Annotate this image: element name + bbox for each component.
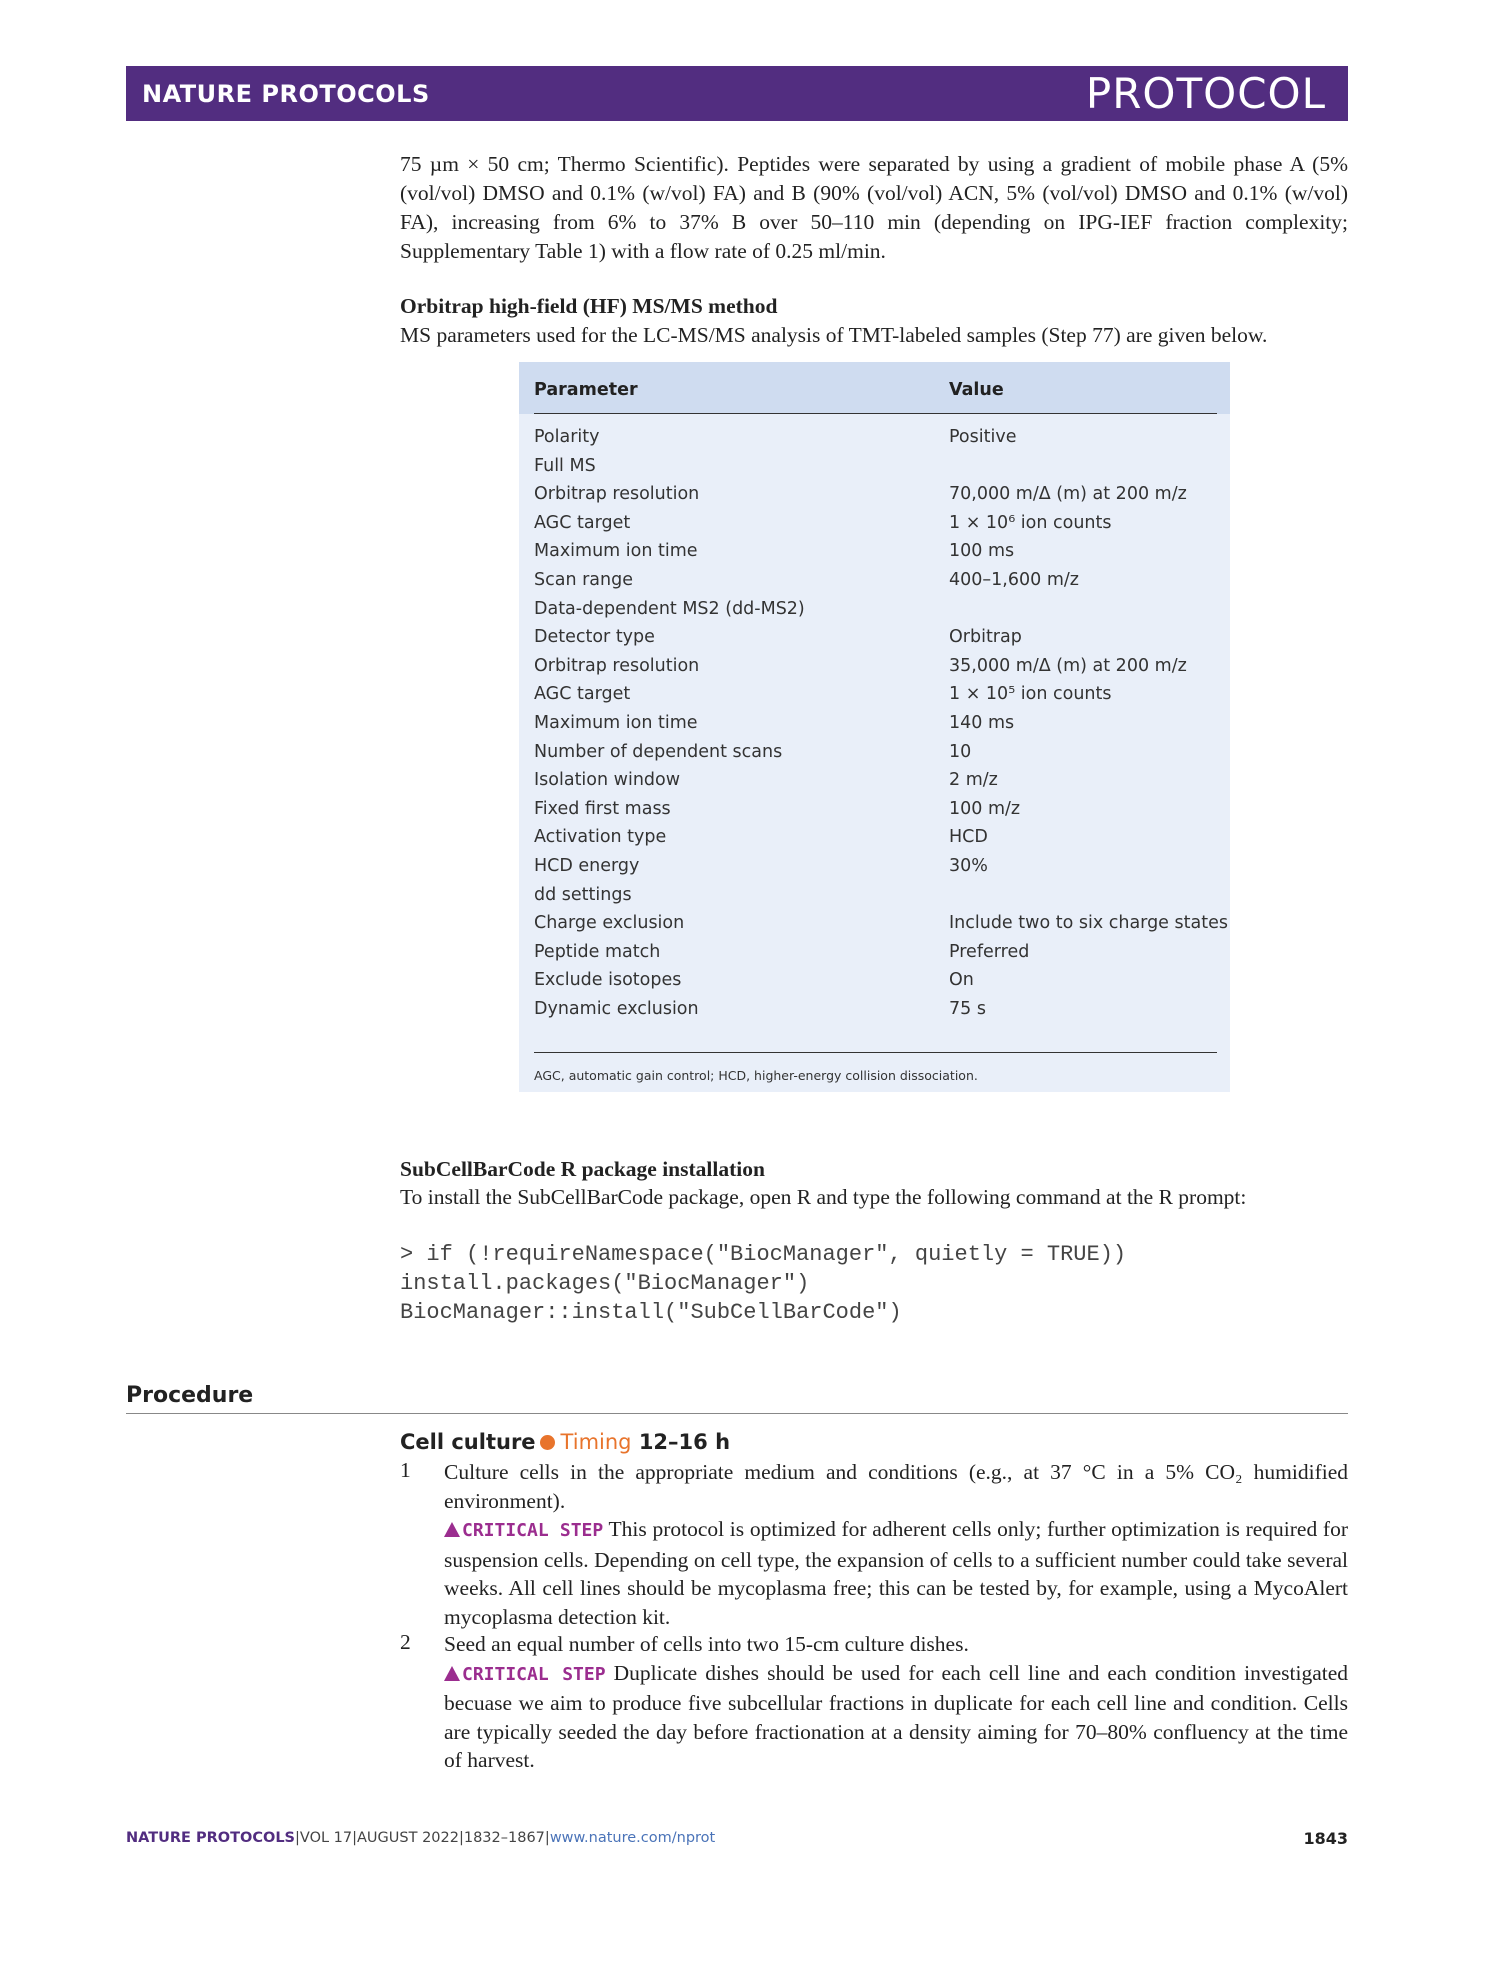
table-row: [519, 511, 1230, 540]
cell-culture-label: Cell culture: [400, 1430, 536, 1454]
orbitrap-text: MS parameters used for the LC-MS/MS analysis of TMT-labeled samples (Step 77) are given below.: [400, 323, 1268, 347]
value-cell: 75 s: [949, 998, 986, 1019]
param-cell: AGC target: [534, 684, 631, 705]
page-footer: [126, 1830, 715, 1846]
table-row: [519, 425, 1230, 454]
footer-url[interactable]: www.nature.com/nprot: [549, 1830, 716, 1846]
param-cell: Fixed first mass: [534, 798, 671, 819]
param-cell: Exclude isotopes: [534, 970, 682, 991]
table-bottom-rule: [534, 1052, 1217, 1053]
subcell-heading: SubCellBarCode R package installation: [400, 1157, 765, 1181]
table-row: [519, 968, 1230, 997]
value-cell: 100 ms: [949, 541, 1015, 562]
param-cell: Orbitrap resolution: [534, 484, 700, 505]
critical-triangle-icon: [444, 1666, 460, 1681]
table-row: [519, 997, 1230, 1026]
footer-sep: |: [458, 1830, 464, 1846]
footer-sep: |: [352, 1830, 358, 1846]
param-cell: Dynamic exclusion: [534, 998, 699, 1019]
column-header-parameter: Parameter: [534, 380, 638, 400]
subcell-text: To install the SubCellBarCode package, open R and type the following command at the R prompt:: [400, 1185, 1247, 1209]
param-cell: Orbitrap resolution: [534, 655, 700, 676]
footer-volume: VOL 17: [299, 1830, 353, 1846]
param-cell: Activation type: [534, 827, 667, 848]
value-cell: 140 ms: [949, 712, 1015, 733]
param-cell: Charge exclusion: [534, 913, 685, 934]
table-row: [519, 883, 1230, 912]
param-cell: Maximum ion time: [534, 712, 698, 733]
value-cell: 35,000 m/Δ (m) at 200 m/z: [949, 655, 1187, 676]
step-1-critical: [444, 1515, 1348, 1631]
footer-date: AUGUST 2022: [357, 1830, 459, 1846]
critical-text: Duplicate dishes should be used for each cell line and each condition investigated becuase we aim to produce five subcellular fractions in duplicate for each cell line and condition. Cells are typically seeded the day before fractionation at a density aiming for 70–80% confluency at the time of harvest.: [444, 1660, 1348, 1773]
ms-parameter-table: [519, 362, 1230, 1092]
critical-label: CRITICAL STEP: [462, 1520, 604, 1542]
timing-dot-icon: [540, 1435, 555, 1450]
value-cell: Preferred: [949, 941, 1030, 962]
footer-sep: |: [295, 1830, 300, 1846]
journal-name: NATURE PROTOCOLS: [142, 80, 430, 108]
step-2-critical: [444, 1659, 1348, 1775]
journal-header-bar: [126, 66, 1348, 121]
table-row: [519, 625, 1230, 654]
orbitrap-heading: Orbitrap high-field (HF) MS/MS method: [400, 294, 778, 318]
procedure-title: Procedure: [126, 1383, 254, 1408]
table-row: [519, 940, 1230, 969]
param-cell: HCD energy: [534, 855, 640, 876]
table-row: [519, 711, 1230, 740]
table-row: [519, 740, 1230, 769]
critical-triangle-icon: [444, 1522, 460, 1537]
table-row: [519, 539, 1230, 568]
step-number: 1: [400, 1458, 411, 1482]
table-top-rule: [534, 413, 1217, 414]
critical-text: This protocol is optimized for adherent cells only; further optimization is required for suspension cells. Depending on cell type, the expansion of cells to a sufficient number could take several weeks. All cell lines should be mycoplasma free; this can be tested by, for example, using a MycoAlert mycoplasma detection kit.: [444, 1517, 1348, 1629]
column-header-value: Value: [949, 380, 1004, 400]
param-cell: Data-dependent MS2 (dd-MS2): [534, 598, 805, 619]
timing-value: 12–16 h: [638, 1430, 731, 1454]
value-cell: 100 m/z: [949, 798, 1021, 819]
value-cell: 10: [949, 741, 972, 762]
footer-sep: |: [544, 1830, 550, 1846]
table-row: [519, 568, 1230, 597]
table-row: [519, 597, 1230, 626]
table-row: [519, 454, 1230, 483]
param-cell: Polarity: [534, 427, 600, 447]
step-number: 2: [400, 1630, 411, 1654]
footer-pages: 1832–1867: [463, 1830, 545, 1846]
value-cell: 1 × 10⁶ ion counts: [949, 512, 1112, 533]
code-line: BiocManager::install("SubCellBarCode"): [400, 1300, 902, 1325]
value-cell: 30%: [949, 855, 988, 876]
param-cell: Scan range: [534, 569, 633, 590]
code-line: > if (!requireNamespace("BiocManager", quietly = TRUE)): [400, 1242, 1127, 1267]
param-cell: Detector type: [534, 627, 655, 648]
step-1-text: Culture cells in the appropriate medium and conditions (e.g., at 37 °C in a 5% CO₂ humidified environment).: [444, 1460, 1348, 1513]
param-cell: Maximum ion time: [534, 541, 698, 562]
article-type: PROTOCOL: [1085, 69, 1326, 118]
value-cell: Positive: [949, 427, 1017, 447]
table-row: [519, 797, 1230, 826]
param-cell: AGC target: [534, 512, 631, 533]
critical-label: CRITICAL STEP: [462, 1663, 606, 1685]
param-cell: dd settings: [534, 884, 632, 905]
value-cell: 70,000 m/Δ (m) at 200 m/z: [949, 484, 1187, 505]
step-2-text: Seed an equal number of cells into two 15-cm culture dishes.: [444, 1632, 969, 1656]
value-cell: 2 m/z: [949, 770, 998, 791]
table-header: [519, 362, 1230, 414]
code-line: install.packages("BiocManager"): [400, 1271, 810, 1296]
value-cell: On: [949, 970, 974, 991]
table-row: [519, 825, 1230, 854]
cell-culture-heading: [400, 1430, 730, 1454]
param-cell: Number of dependent scans: [534, 741, 783, 762]
value-cell: HCD: [949, 827, 988, 848]
table-row: [519, 654, 1230, 683]
intro-paragraph: 75 µm × 50 cm; Thermo Scientific). Peptides were separated by using a gradient of mobile phase A (5% (vol/vol) DMSO and 0.1% (w/vol) FA) and B (90% (vol/vol) ACN, 5% (vol/vol) DMSO and 0.1% (w/vol) FA), increasing from 6% to 37% B over 50–110 min (depending on IPG-IEF fraction complexity; Supplementary Table 1) with a flow rate of 0.25 ml/min.: [400, 152, 1348, 263]
table-row: [519, 682, 1230, 711]
param-cell: Full MS: [534, 455, 596, 476]
value-cell: Orbitrap: [949, 627, 1022, 648]
table-body: [519, 425, 1230, 1025]
table-row: [519, 911, 1230, 940]
param-cell: Isolation window: [534, 770, 681, 791]
step-2: [444, 1630, 1348, 1775]
page-number: 1843: [1303, 1829, 1348, 1848]
table-row: [519, 854, 1230, 883]
param-cell: Peptide match: [534, 941, 661, 962]
procedure-divider: [126, 1413, 1348, 1414]
value-cell: 1 × 10⁵ ion counts: [949, 684, 1112, 705]
value-cell: Include two to six charge states: [949, 913, 1228, 934]
value-cell: 400–1,600 m/z: [949, 569, 1079, 590]
timing-label: Timing: [560, 1430, 632, 1454]
table-footnote: AGC, automatic gain control; HCD, higher-energy collision dissociation.: [534, 1068, 978, 1083]
footer-journal: NATURE PROTOCOLS: [126, 1830, 296, 1846]
r-install-code: [400, 1240, 1126, 1327]
step-1: [444, 1458, 1348, 1632]
table-row: [519, 768, 1230, 797]
table-row: [519, 482, 1230, 511]
